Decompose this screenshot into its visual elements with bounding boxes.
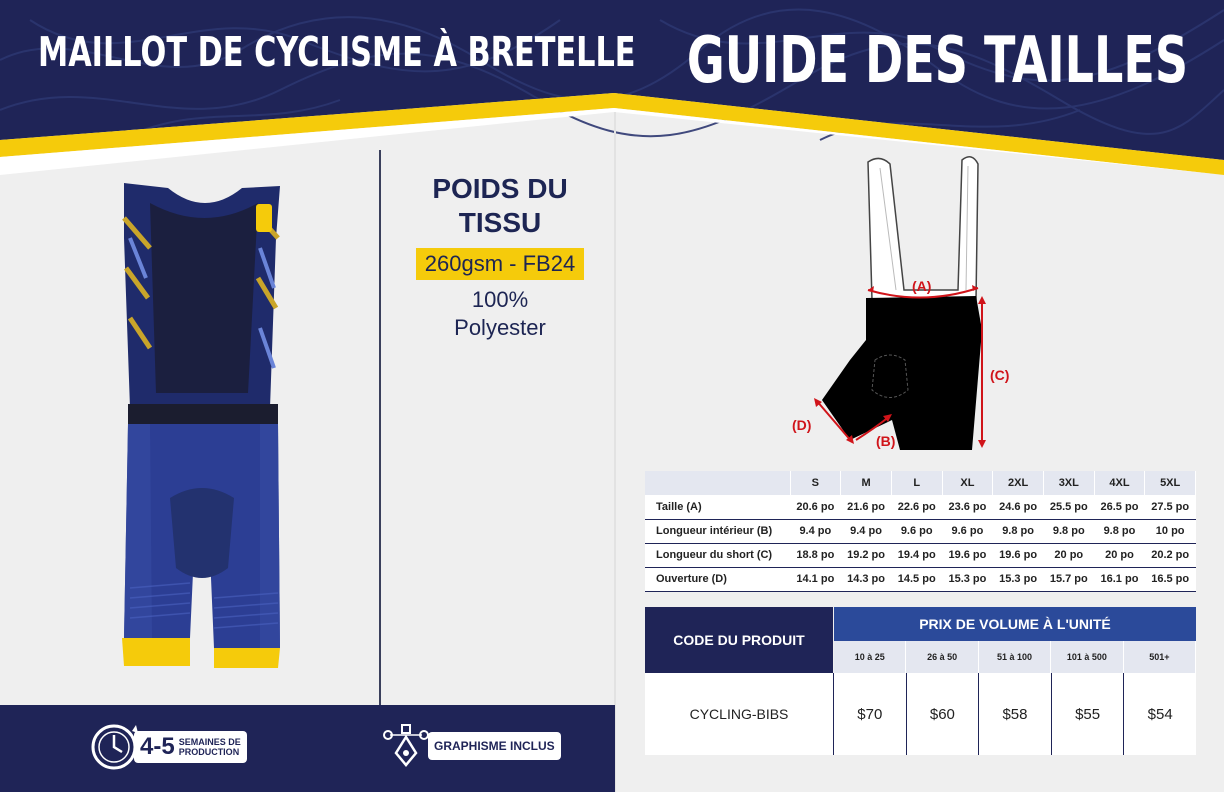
production-time-pill xyxy=(134,731,247,763)
fabric-composition-pct: 100% xyxy=(471,287,529,312)
table-row xyxy=(645,567,1196,591)
size-table-header xyxy=(645,471,1196,495)
measurement-diagram xyxy=(780,150,1030,455)
table-cell: 15.3 po xyxy=(942,567,993,591)
size-header-cell: L xyxy=(891,471,942,495)
table-cell: 9.8 po xyxy=(1043,519,1094,543)
size-header-cell: S xyxy=(790,471,841,495)
tier-cell: 51 à 100 xyxy=(979,641,1051,673)
table-cell: 20 po xyxy=(1043,543,1094,567)
fabric-composition-material: Polyester xyxy=(454,315,546,340)
table-row xyxy=(645,495,1196,519)
table-cell: 23.6 po xyxy=(942,495,993,519)
production-time xyxy=(88,721,247,773)
table-cell: 16.5 po xyxy=(1145,567,1196,591)
size-header-cell: 4XL xyxy=(1094,471,1145,495)
price-cell: $54 xyxy=(1147,705,1173,723)
price-cell: $60 xyxy=(907,673,980,755)
table-cell: 25.5 po xyxy=(1043,495,1094,519)
row-label: Longueur intérieur (B) xyxy=(645,519,790,543)
product-code-header: CODE DU PRODUIT xyxy=(645,607,833,673)
size-header-cell: 3XL xyxy=(1043,471,1094,495)
production-text-line2: PRODUCTION xyxy=(178,747,240,757)
fabric-weight-badge: 260gsm - FB24 xyxy=(416,248,584,280)
tier-cell: 501+ xyxy=(1124,641,1196,673)
table-cell: 20 po xyxy=(1094,543,1145,567)
product-code: CYCLING-BIBS xyxy=(645,673,834,755)
row-label: Ouverture (D) xyxy=(645,567,790,591)
size-table xyxy=(645,471,1196,592)
fabric-weight-title: POIDS DU TISSU xyxy=(432,173,568,238)
label-a: (A) xyxy=(912,278,932,294)
production-text-line1: SEMAINES DE xyxy=(178,737,241,747)
table-row xyxy=(645,519,1196,543)
bib-shorts-product-image xyxy=(110,178,300,673)
table-cell: 18.8 po xyxy=(790,543,841,567)
price-tiers xyxy=(834,641,1196,673)
price-cell: $70 xyxy=(834,673,907,755)
clock-icon xyxy=(88,721,140,773)
table-cell: 16.1 po xyxy=(1094,567,1145,591)
table-cell: 14.5 po xyxy=(891,567,942,591)
table-cell: 19.6 po xyxy=(993,543,1044,567)
table-cell: 14.1 po xyxy=(790,567,841,591)
table-cell: 9.6 po xyxy=(891,519,942,543)
size-guide-title: GUIDE DES TAILLES xyxy=(686,24,1188,98)
table-cell: 20.6 po xyxy=(790,495,841,519)
row-label: Taille (A) xyxy=(645,495,790,519)
table-cell: 9.4 po xyxy=(790,519,841,543)
price-cell: $58 xyxy=(979,673,1052,755)
footer-bar xyxy=(0,705,615,792)
price-cell: $55 xyxy=(1052,673,1125,755)
table-cell: 15.7 po xyxy=(1043,567,1094,591)
product-title: MAILLOT DE CYCLISME À BRETELLE xyxy=(38,28,636,76)
table-cell: 20.2 po xyxy=(1145,543,1196,567)
table-cell: 14.3 po xyxy=(841,567,892,591)
table-cell: 24.6 po xyxy=(993,495,1044,519)
table-cell: 19.6 po xyxy=(942,543,993,567)
table-cell: 15.3 po xyxy=(993,567,1044,591)
table-cell: 26.5 po xyxy=(1094,495,1145,519)
table-cell: 9.8 po xyxy=(1094,519,1145,543)
table-cell: 9.6 po xyxy=(942,519,993,543)
price-row xyxy=(645,673,1196,755)
row-label: Longueur du short (C) xyxy=(645,543,790,567)
size-header-cell: M xyxy=(841,471,892,495)
production-weeks: 4-5 xyxy=(140,733,175,760)
center-divider xyxy=(614,112,616,792)
design-included xyxy=(380,723,561,769)
table-cell: 19.2 po xyxy=(841,543,892,567)
size-table-corner xyxy=(645,471,790,495)
tier-cell: 26 à 50 xyxy=(906,641,978,673)
label-c: (C) xyxy=(990,367,1010,383)
pen-tool-icon xyxy=(380,723,432,769)
table-cell: 9.4 po xyxy=(841,519,892,543)
size-header-cell: XL xyxy=(942,471,993,495)
design-included-pill: GRAPHISME INCLUS xyxy=(428,732,561,760)
tier-cell: 101 à 500 xyxy=(1051,641,1123,673)
label-b: (B) xyxy=(876,433,896,449)
tier-cell: 10 à 25 xyxy=(834,641,906,673)
volume-price-header: PRIX DE VOLUME À L'UNITÉ xyxy=(834,607,1196,641)
size-header-cell: 5XL xyxy=(1145,471,1196,495)
table-cell: 10 po xyxy=(1145,519,1196,543)
table-cell: 27.5 po xyxy=(1145,495,1196,519)
table-row xyxy=(645,543,1196,567)
table-cell: 22.6 po xyxy=(891,495,942,519)
fabric-info xyxy=(400,172,600,342)
left-panel-divider xyxy=(379,150,381,706)
table-cell: 21.6 po xyxy=(841,495,892,519)
size-header-cell: 2XL xyxy=(993,471,1044,495)
table-cell: 19.4 po xyxy=(891,543,942,567)
table-cell: 9.8 po xyxy=(993,519,1044,543)
label-d: (D) xyxy=(792,417,812,433)
